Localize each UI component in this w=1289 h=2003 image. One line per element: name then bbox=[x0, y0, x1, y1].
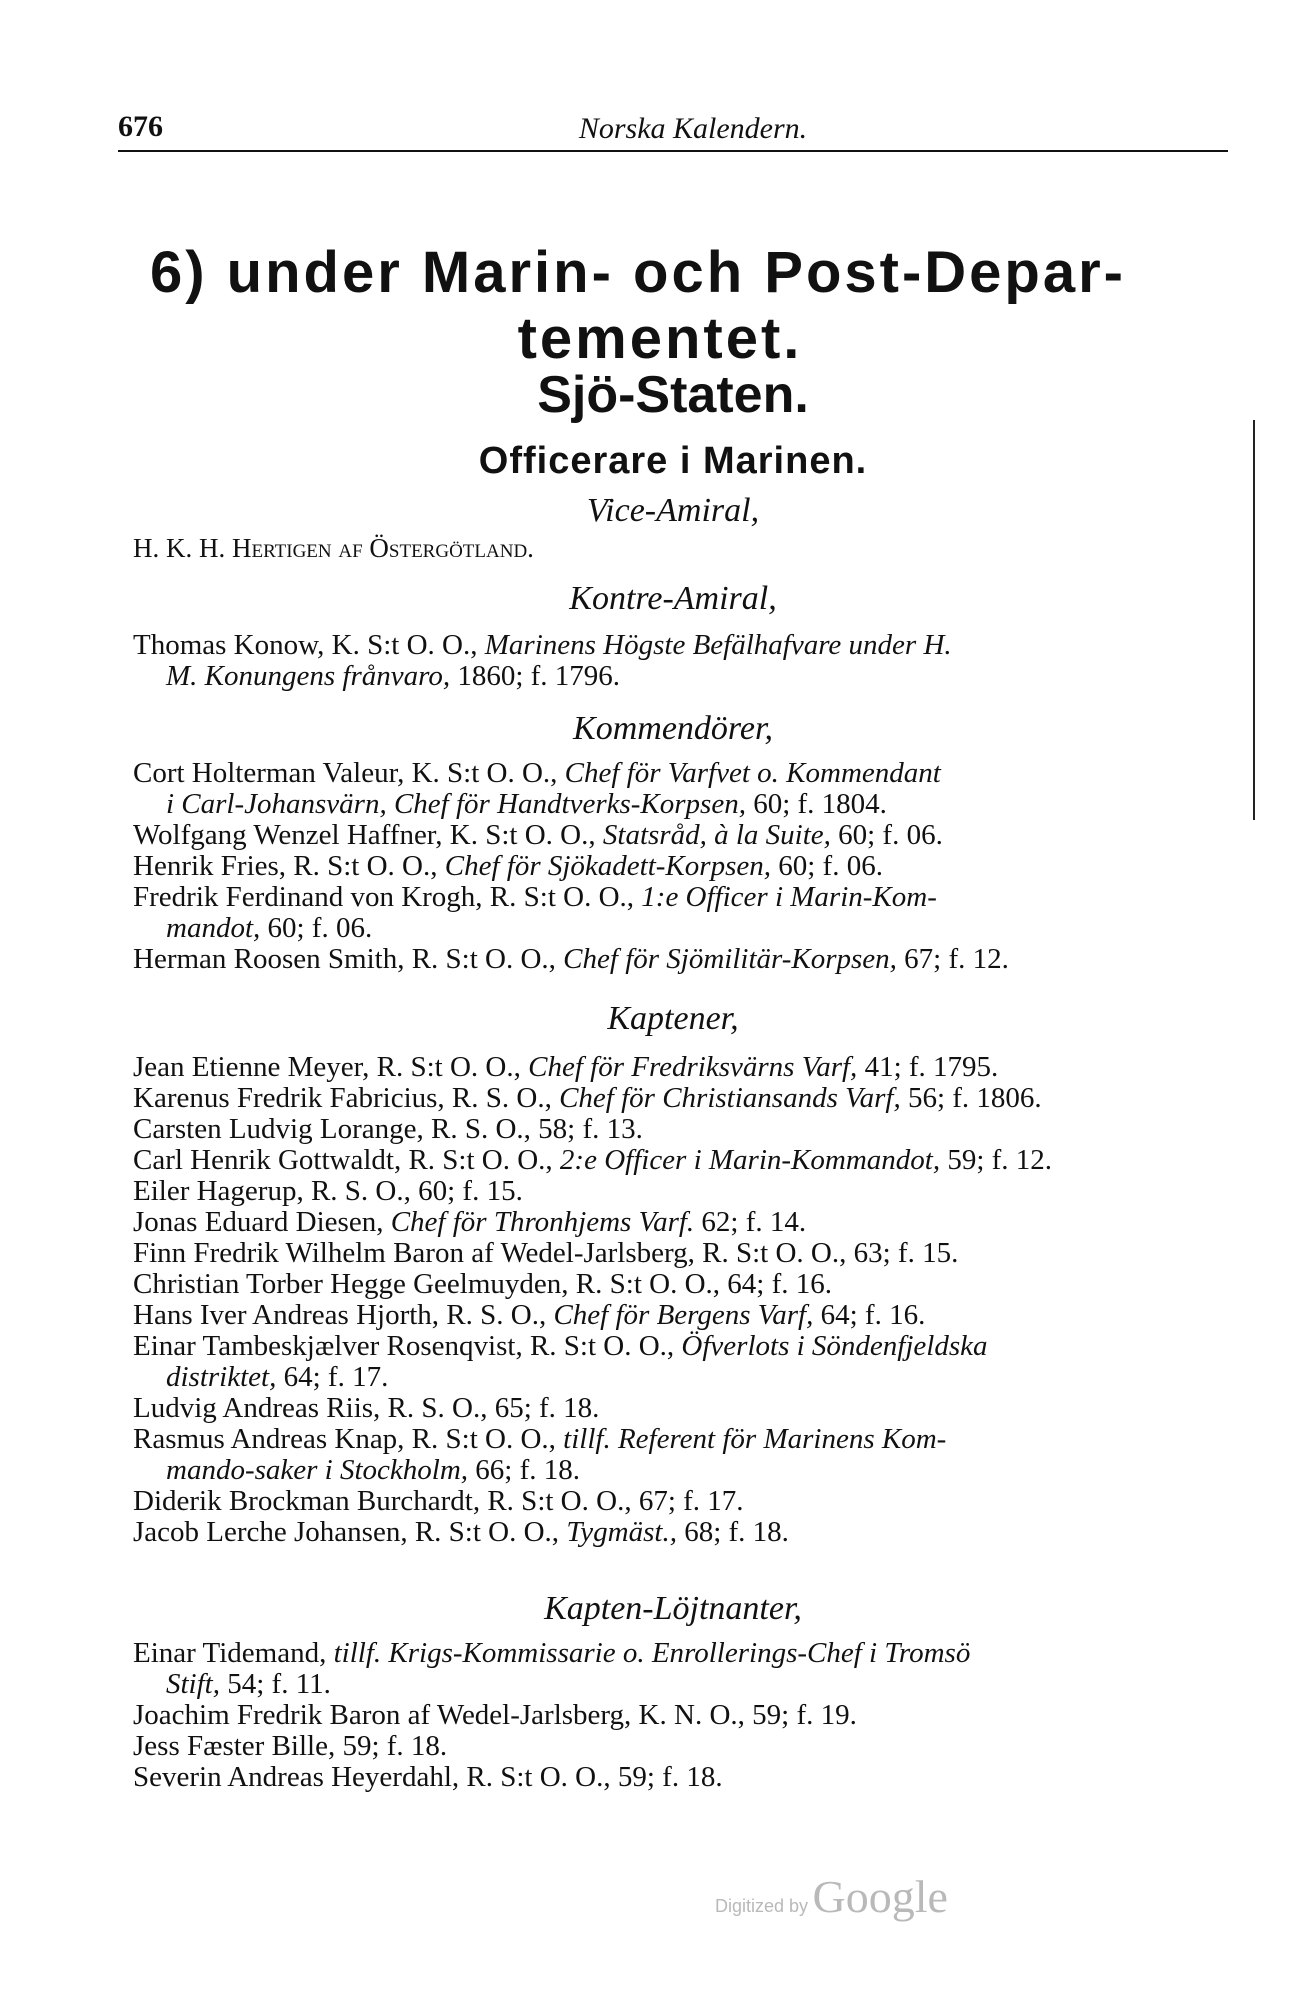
list-item: Severin Andreas Heyerdahl, R. S:t O. O., 59; f. 18. bbox=[133, 1761, 723, 1793]
section-title: Sjö-Staten. bbox=[537, 366, 809, 424]
rank-heading-kontre-amiral: Kontre-Amiral, bbox=[569, 580, 777, 617]
department-heading bbox=[150, 240, 1230, 372]
list-item: Fredrik Ferdinand von Krogh, R. S:t O. O., 1:e Officer i Marin-Kom- mandot, 60; f. 06. bbox=[133, 881, 937, 944]
rank-heading-vice-amiral: Vice-Amiral, bbox=[586, 492, 760, 529]
watermark-small: Digitized by bbox=[715, 1896, 809, 1916]
list-item: Ludvig Andreas Riis, R. S. O., 65; f. 18. bbox=[133, 1392, 600, 1424]
rank-heading-kommendorer: Kommendörer, bbox=[573, 710, 773, 747]
list-item: Cort Holterman Valeur, K. S:t O. O., Chef för Varfvet o. Kommendant i Carl-Johansvärn, Chef för Handtverks-Korpsen, 60; f. 1804. bbox=[133, 757, 941, 820]
heading-line-2: tementet. bbox=[517, 306, 803, 371]
kommendorer-list bbox=[133, 758, 1228, 975]
list-item: Carl Henrik Gottwaldt, R. S:t O. O., 2:e Officer i Marin-Kommandot, 59; f. 12. bbox=[133, 1144, 1053, 1176]
list-item: Jonas Eduard Diesen, Chef för Thronhjems Varf. 62; f. 14. bbox=[133, 1206, 807, 1238]
list-item: Thomas Konow, K. S:t O. O., Marinens Högste Befälhafvare under H. M. Konungens frånvaro, 1860; f. 1796. bbox=[133, 629, 952, 692]
list-item: Diderik Brockman Burchardt, R. S:t O. O., 67; f. 17. bbox=[133, 1485, 744, 1517]
heading-line-1: 6) under Marin- och Post-Depar- bbox=[150, 240, 1126, 305]
digitized-by-google-watermark bbox=[715, 1870, 948, 1923]
rank-heading-kaptener: Kaptener, bbox=[607, 1000, 739, 1037]
google-logo: Google bbox=[812, 1871, 948, 1922]
list-item: Einar Tambeskjælver Rosenqvist, R. S:t O. O., Öfverlots i Söndenfjeldska distriktet, 64; f. 17. bbox=[133, 1330, 988, 1393]
list-item: Jean Etienne Meyer, R. S:t O. O., Chef för Fredriksvärns Varf, 41; f. 1795. bbox=[133, 1051, 999, 1083]
kapten-lojtnanter-list bbox=[133, 1638, 1228, 1793]
list-item: Finn Fredrik Wilhelm Baron af Wedel-Jarlsberg, R. S:t O. O., 63; f. 15. bbox=[133, 1237, 959, 1269]
vice-amiral-name: H. K. H. Hertigen af Östergötland. bbox=[133, 533, 534, 563]
kontre-amiral-list bbox=[133, 630, 1228, 692]
page-edge-rule bbox=[1253, 420, 1255, 820]
list-item: Einar Tidemand, tillf. Krigs-Kommissarie o. Enrollerings-Chef i Tromsö Stift, 54; f. 11. bbox=[133, 1637, 971, 1700]
list-item: Jess Fæster Bille, 59; f. 18. bbox=[133, 1730, 448, 1762]
list-item: Jacob Lerche Johansen, R. S:t O. O., Tygmäst., 68; f. 18. bbox=[133, 1516, 789, 1548]
page-number: 676 bbox=[118, 110, 163, 143]
vice-amiral-entry bbox=[133, 533, 1228, 564]
list-item: Herman Roosen Smith, R. S:t O. O., Chef för Sjömilitär-Korpsen, 67; f. 12. bbox=[133, 943, 1009, 975]
list-item: Eiler Hagerup, R. S. O., 60; f. 15. bbox=[133, 1175, 523, 1207]
list-item: Joachim Fredrik Baron af Wedel-Jarlsberg, K. N. O., 59; f. 19. bbox=[133, 1699, 857, 1731]
list-item: Wolfgang Wenzel Haffner, K. S:t O. O., Statsråd, à la Suite, 60; f. 06. bbox=[133, 819, 943, 851]
subsection-title: Officerare i Marinen. bbox=[478, 440, 868, 482]
list-item: Christian Torber Hegge Geelmuyden, R. S:t O. O., 64; f. 16. bbox=[133, 1268, 832, 1300]
list-item: Karenus Fredrik Fabricius, R. S. O., Chef för Christiansands Varf, 56; f. 1806. bbox=[133, 1082, 1042, 1114]
list-item: Carsten Ludvig Lorange, R. S. O., 58; f. 13. bbox=[133, 1113, 643, 1145]
list-item: Hans Iver Andreas Hjorth, R. S. O., Chef för Bergens Varf, 64; f. 16. bbox=[133, 1299, 926, 1331]
running-header bbox=[118, 112, 1228, 152]
rank-heading-kapten-lojtnanter: Kapten-Löjtnanter, bbox=[544, 1590, 802, 1627]
kaptener-list bbox=[133, 1052, 1228, 1548]
list-item: Rasmus Andreas Knap, R. S:t O. O., tillf. Referent för Marinens Kom- mando-saker i Stockholm, 66; f. 18. bbox=[133, 1423, 947, 1486]
list-item: Henrik Fries, R. S:t O. O., Chef för Sjökadett-Korpsen, 60; f. 06. bbox=[133, 850, 883, 882]
running-title: Norska Kalendern. bbox=[578, 112, 808, 145]
